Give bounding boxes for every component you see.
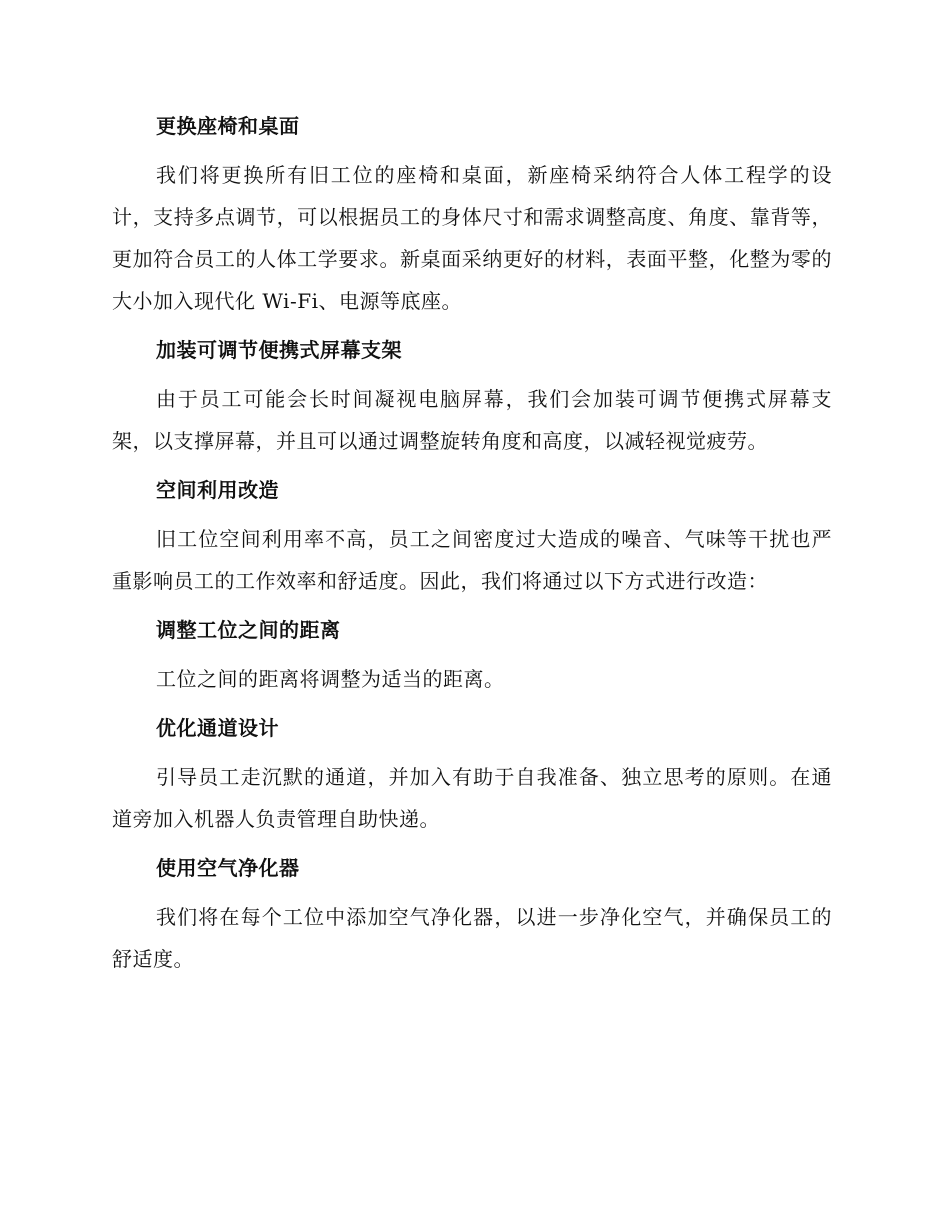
section-heading-screen-stand: 加装可调节便携式屏幕支架 — [156, 338, 402, 362]
document-body — [112, 110, 832, 992]
section-paragraph-space-utilization: 旧工位空间利用率不高，员工之间密度过大造成的噪音、气味等干扰也严重影响员工的工作效率和舒适度。因此，我们将通过以下方式进行改造： — [112, 527, 832, 593]
section-paragraph-screen-stand: 由于员工可能会长时间凝视电脑屏幕，我们会加装可调节便携式屏幕支架，以支撑屏幕，并且可以通过调整旋转角度和高度，以减轻视觉疲劳。 — [112, 387, 832, 453]
section-heading-aisle-design: 优化通道设计 — [156, 716, 279, 740]
section-paragraph-adjust-distance: 工位之间的距离将调整为适当的距离。 — [156, 667, 505, 691]
section-heading-adjust-distance: 调整工位之间的距离 — [156, 618, 341, 642]
section-heading-space-utilization: 空间利用改造 — [156, 478, 279, 502]
section-heading-air-purifier: 使用空气净化器 — [156, 856, 300, 880]
section-paragraph-aisle-design: 引导员工走沉默的通道，并加入有助于自我准备、独立思考的原则。在通道旁加入机器人负责管理自助快递。 — [112, 765, 832, 831]
section-heading-replace-chairs-desks: 更换座椅和桌面 — [156, 114, 300, 138]
section-paragraph-air-purifier: 我们将在每个工位中添加空气净化器，以进一步净化空气，并确保员工的舒适度。 — [112, 905, 832, 971]
section-paragraph-replace-chairs-desks: 我们将更换所有旧工位的座椅和桌面，新座椅采纳符合人体工程学的设计，支持多点调节，可以根据员工的身体尺寸和需求调整高度、角度、靠背等，更加符合员工的人体工学要求。新桌面采纳更好的材料，表面平整，化整为零的大小加入现代化 Wi-Fi、电源等底座。 — [112, 163, 832, 313]
